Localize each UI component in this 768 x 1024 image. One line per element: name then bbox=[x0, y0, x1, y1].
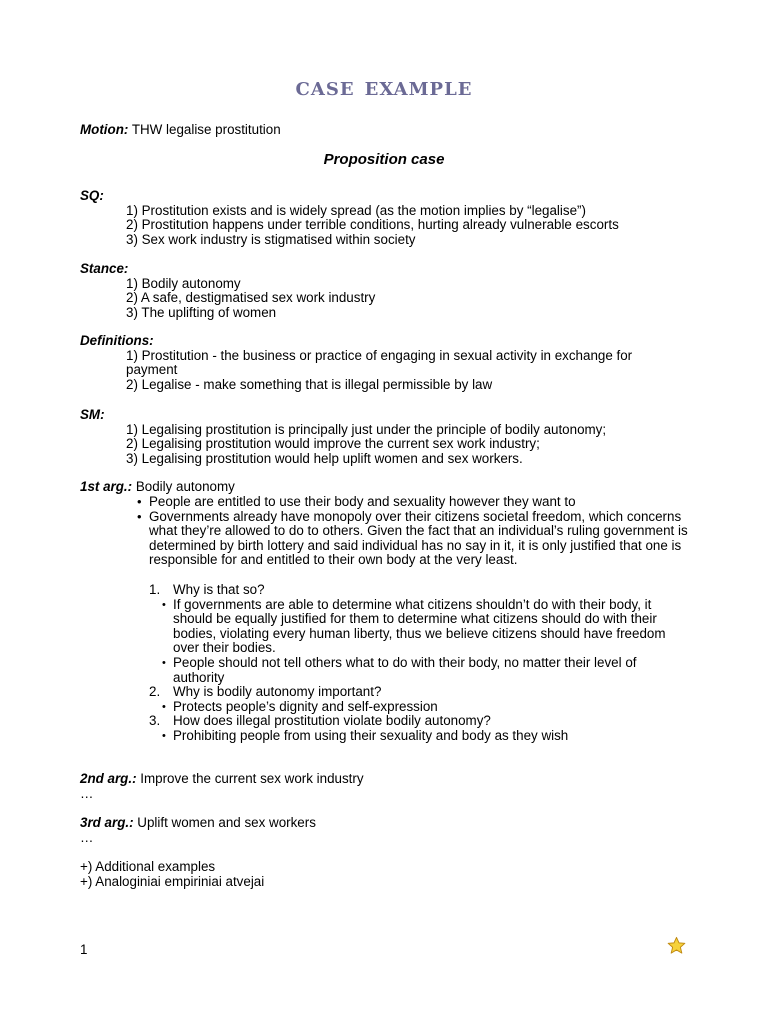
question-item bbox=[149, 684, 689, 700]
motion-line bbox=[80, 123, 281, 138]
stance-item: 1) Bodily autonomy bbox=[126, 275, 241, 291]
arg2-label: 2nd arg.: bbox=[80, 771, 137, 786]
extras-section bbox=[80, 860, 690, 889]
arg2-section bbox=[80, 772, 690, 801]
question-item bbox=[149, 582, 689, 598]
question-number: 1. bbox=[149, 582, 161, 597]
sq-item: 2) Prostitution happens under terrible conditions, hurting already vulnerable escorts bbox=[126, 217, 619, 233]
stance-item: 3) The uplifting of women bbox=[126, 304, 277, 320]
stance-label: Stance: bbox=[80, 261, 129, 276]
arg1-bullets bbox=[149, 495, 689, 568]
arg1-bullet: • People are entitled to use their body and sexuality however they want to bbox=[149, 495, 689, 510]
arg3-ellipsis: … bbox=[80, 829, 94, 845]
arg1-label: 1st arg.: bbox=[80, 479, 133, 494]
arg3-text: Uplift women and sex workers bbox=[133, 815, 316, 830]
sq-label: SQ: bbox=[80, 188, 104, 203]
sm-item: 3) Legalising prostitution would help uplift women and sex workers. bbox=[126, 450, 523, 466]
definitions-section bbox=[80, 334, 690, 392]
question-answer: • If governments are able to determine what citizens shouldn’t do with their body, it should be equally justified for them to determine what citizens should do with their bodies, violating every human liberty, thus we believe citizens should have freedom over their bodies. bbox=[173, 598, 689, 656]
extra-item: +) Additional examples bbox=[80, 859, 216, 874]
arg1-text: Bodily autonomy bbox=[132, 479, 235, 494]
page-title: case example bbox=[295, 72, 473, 102]
extra-item: +) Analoginiai empiriniai atvejai bbox=[80, 873, 265, 889]
question-text: How does illegal prostitution violate bodily autonomy? bbox=[173, 713, 491, 729]
motion-label: Motion: bbox=[80, 122, 129, 137]
question-number: 3. bbox=[149, 713, 161, 729]
star-icon bbox=[667, 936, 686, 959]
page-number: 1 bbox=[80, 942, 88, 957]
sm-section bbox=[80, 408, 690, 466]
arg1-heading bbox=[80, 480, 690, 495]
sq-item: 1) Prostitution exists and is widely spread (as the motion implies by “legalise”) bbox=[126, 202, 586, 218]
question-item bbox=[149, 713, 689, 729]
arg3-section bbox=[80, 816, 690, 845]
arg1-bullet: • Governments already have monopoly over their citizens societal freedom, which concerns what they’re allowed to do to others. Given the fact that an individual’s ruling government is determined by birth lottery and said individual has no say in it, it is only justified that one is responsible for and entitled to their own body at the very least. bbox=[149, 510, 689, 568]
arg3-label: 3rd arg.: bbox=[80, 815, 134, 830]
question-text: Why is bodily autonomy important? bbox=[173, 684, 382, 700]
arg2-text: Improve the current sex work industry bbox=[136, 771, 364, 786]
arg1-questions bbox=[149, 582, 689, 744]
definitions-label: Definitions: bbox=[80, 333, 154, 348]
sm-item: 2) Legalising prostitution would improve the current sex work industry; bbox=[126, 436, 540, 452]
question-text: Why is that so? bbox=[173, 582, 265, 597]
question-answer: • Protects people’s dignity and self-expression bbox=[173, 700, 689, 715]
definition-item: 1) Prostitution - the business or practice of engaging in sexual activity in exchange for payment bbox=[126, 347, 633, 378]
question-answer: • Prohibiting people from using their sexuality and body as they wish bbox=[173, 729, 689, 744]
sq-section bbox=[80, 189, 690, 247]
motion-text: THW legalise prostitution bbox=[128, 122, 281, 137]
definition-item: 2) Legalise - make something that is illegal permissible by law bbox=[126, 376, 493, 392]
sm-item: 1) Legalising prostitution is principally just under the principle of bodily autonomy; bbox=[126, 421, 607, 437]
question-answer: • People should not tell others what to do with their body, no matter their level of authority bbox=[173, 656, 689, 685]
sq-item: 3) Sex work industry is stigmatised within society bbox=[126, 231, 416, 247]
sm-label: SM: bbox=[80, 407, 105, 422]
question-number: 2. bbox=[149, 684, 161, 700]
stance-item: 2) A safe, destigmatised sex work industry bbox=[126, 290, 376, 306]
section-subtitle: Proposition case bbox=[323, 151, 445, 168]
arg2-ellipsis: … bbox=[80, 785, 94, 801]
stance-section bbox=[80, 262, 690, 320]
